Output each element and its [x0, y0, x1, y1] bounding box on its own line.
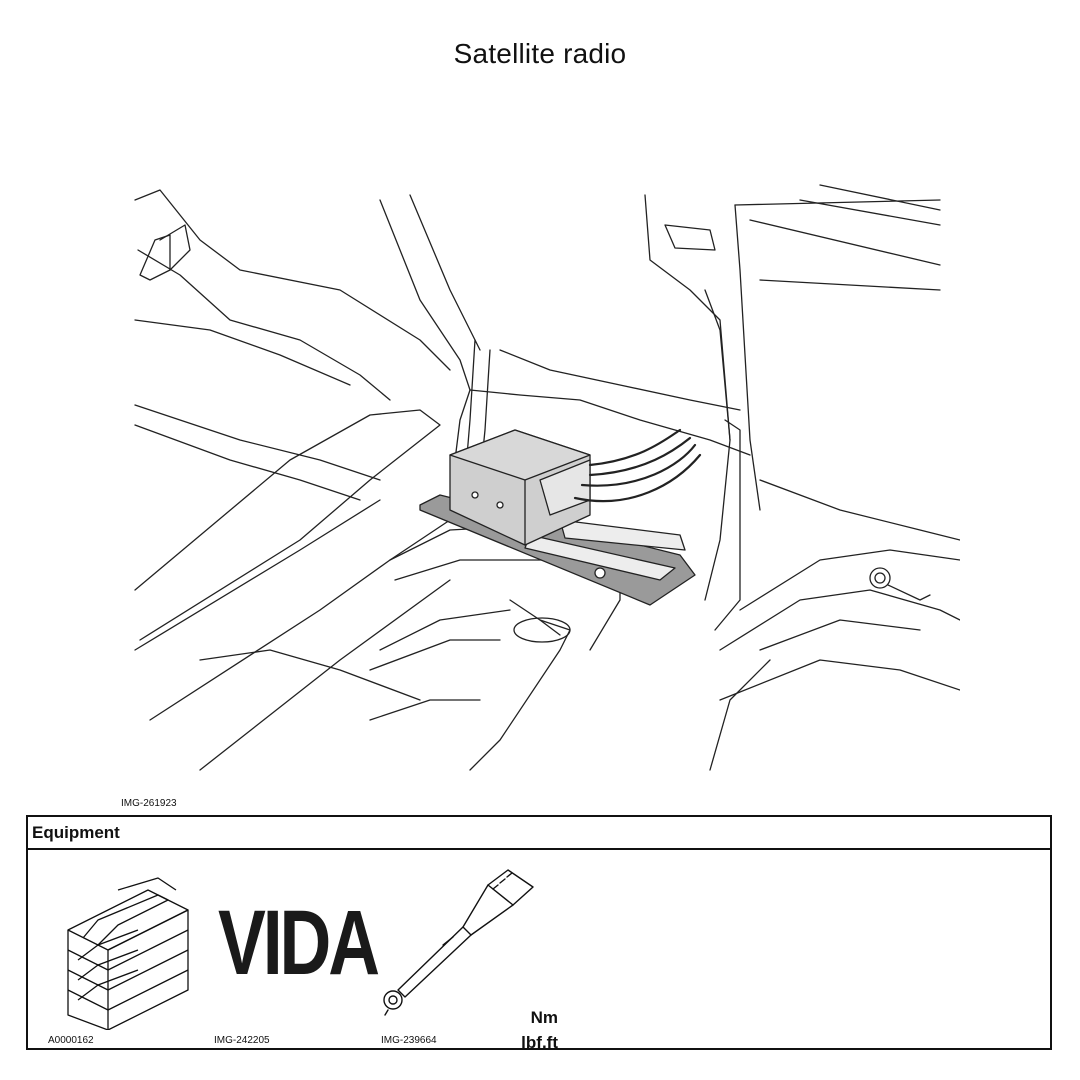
- main-image-ref: IMG-261923: [121, 798, 177, 809]
- page-title: Satellite radio: [453, 38, 627, 69]
- vida-caption: IMG-242205: [214, 1035, 270, 1046]
- torque-unit-nm: Nm: [530, 1008, 558, 1027]
- torque-wrench-icon: [373, 865, 543, 1030]
- vida-logo: VIDA: [218, 892, 377, 994]
- toolbox-icon: [58, 870, 198, 1030]
- toolbox-caption: A0000162: [48, 1035, 94, 1046]
- equipment-table: [26, 815, 1052, 1050]
- equipment-header: Equipment: [28, 817, 1050, 850]
- torque-unit-lbfft: lbf.ft: [521, 1033, 558, 1052]
- equipment-body: [28, 850, 1050, 1052]
- torque-wrench-caption: IMG-239664: [381, 1035, 437, 1046]
- satellite-radio-illustration: [120, 180, 960, 780]
